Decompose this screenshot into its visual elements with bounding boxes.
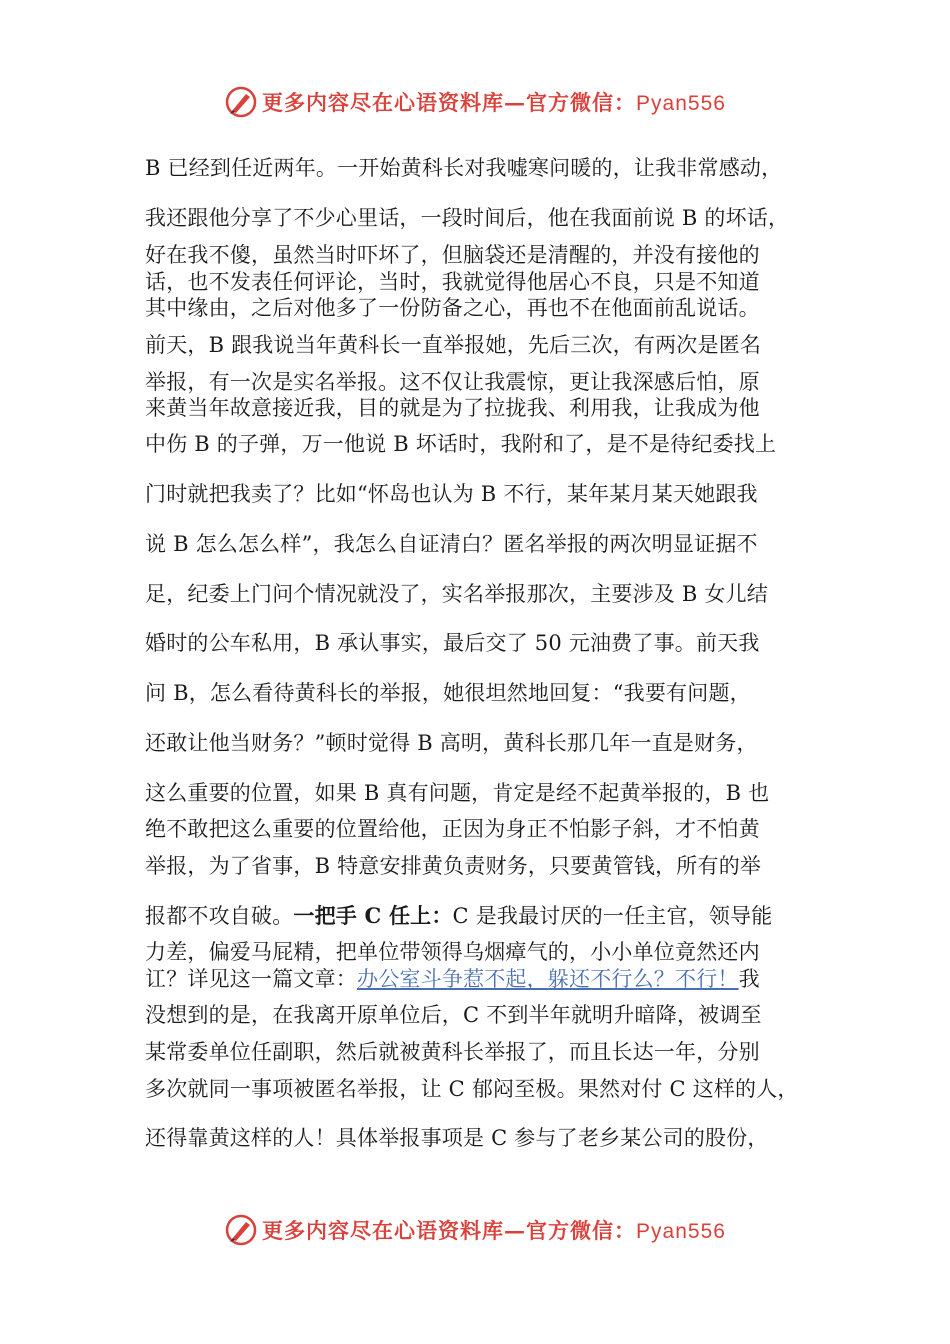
body-line: 力差，偏爱马屁精，把单位带领得乌烟瘴气的，小小单位竟然还内 [145,940,760,964]
body-line: 讧？详见这一篇文章：办公室斗争惹不起，躲还不行么？不行！我 [145,967,760,991]
body-line: 足，纪委上门问个情况就没了，实名举报那次，主要涉及 B 女儿结 [145,582,768,606]
footer-banner [0,1210,950,1250]
body-line: 好在我不傻，虽然当时吓坏了，但脑袋还是清醒的，并没有接他的 [145,243,760,267]
body-line: 这么重要的位置，如果 B 真有问题，肯定是经不起黄举报的，B 也 [145,781,770,805]
body-line: 某常委单位任副职，然后就被黄科长举报了，而且长达一年，分别 [145,1040,760,1064]
pen-logo-icon [224,85,258,119]
body-line: 我还跟他分享了不少心里话，一段时间后，他在我面前说 B 的坏话， [145,206,790,230]
body-line: 还敢让他当财务？”顿时觉得 B 高明，黄科长那几年一直是财务， [145,731,758,755]
body-line: 举报，为了省事，B 特意安排黄负责财务，只要黄管钱，所有的举 [145,854,762,878]
body-line: 多次就同一事项被匿名举报，让 C 郁闷至极。果然对付 C 这样的人， [145,1077,799,1101]
pen-logo-icon [224,1213,258,1247]
body-line: 没想到的是，在我离开原单位后，C 不到半年就明升暗降，被调至 [145,1003,762,1027]
body-line: 问 B，怎么看待黄科长的举报，她很坦然地回复：“我要有问题， [145,681,751,705]
body-line: B 已经到任近两年。一开始黄科长对我嘘寒问暖的，让我非常感动， [145,156,783,180]
body-line: 中伤 B 的子弹，万一他说 B 坏话时，我附和了，是不是待纪委找上 [145,432,777,456]
body-line: 绝不敢把这么重要的位置给他，正因为身正不怕影子斜，才不怕黄 [145,817,760,841]
body-line: 举报，有一次是实名举报。这不仅让我震惊，更让我深感后怕，原 [145,370,760,394]
banner-text: 更多内容尽在心语资料库—官方微信：Pyan556 [262,90,726,115]
header-banner [0,82,950,122]
article-link[interactable]: 办公室斗争惹不起，躲还不行么？不行！ [357,967,739,991]
body-line: 来黄当年故意接近我，目的就是为了拉拢我、利用我，让我成为他 [145,396,760,420]
body-line: 门时就把我卖了？比如“怀岛也认为 B 不行，某年某月某天她跟我 [145,482,758,506]
body-line: 说 B 怎么怎么样”，我怎么自证清白？匿名举报的两次明显证据不 [145,532,758,556]
body-line: 前天，B 跟我说当年黄科长一直举报她，先后三次，有两次是匿名 [145,333,762,357]
section-heading: 一把手 C 任上： [293,903,453,928]
banner-text: 更多内容尽在心语资料库—官方微信：Pyan556 [262,1218,726,1243]
body-line: 话，也不发表任何评论，当时，我就觉得他居心不良，只是不知道 [145,270,760,294]
body-line: 婚时的公车私用，B 承认事实，最后交了 50 元油费了事。前天我 [145,631,760,655]
body-line: 还得靠黄这样的人！具体举报事项是 C 参与了老乡某公司的股份， [145,1126,769,1150]
body-line: 报都不攻自破。一把手 C 任上：C 是我最讨厌的一任主官，领导能 [145,903,773,928]
body-line: 其中缘由，之后对他多了一份防备之心，再也不在他面前乱说话。 [145,296,760,320]
